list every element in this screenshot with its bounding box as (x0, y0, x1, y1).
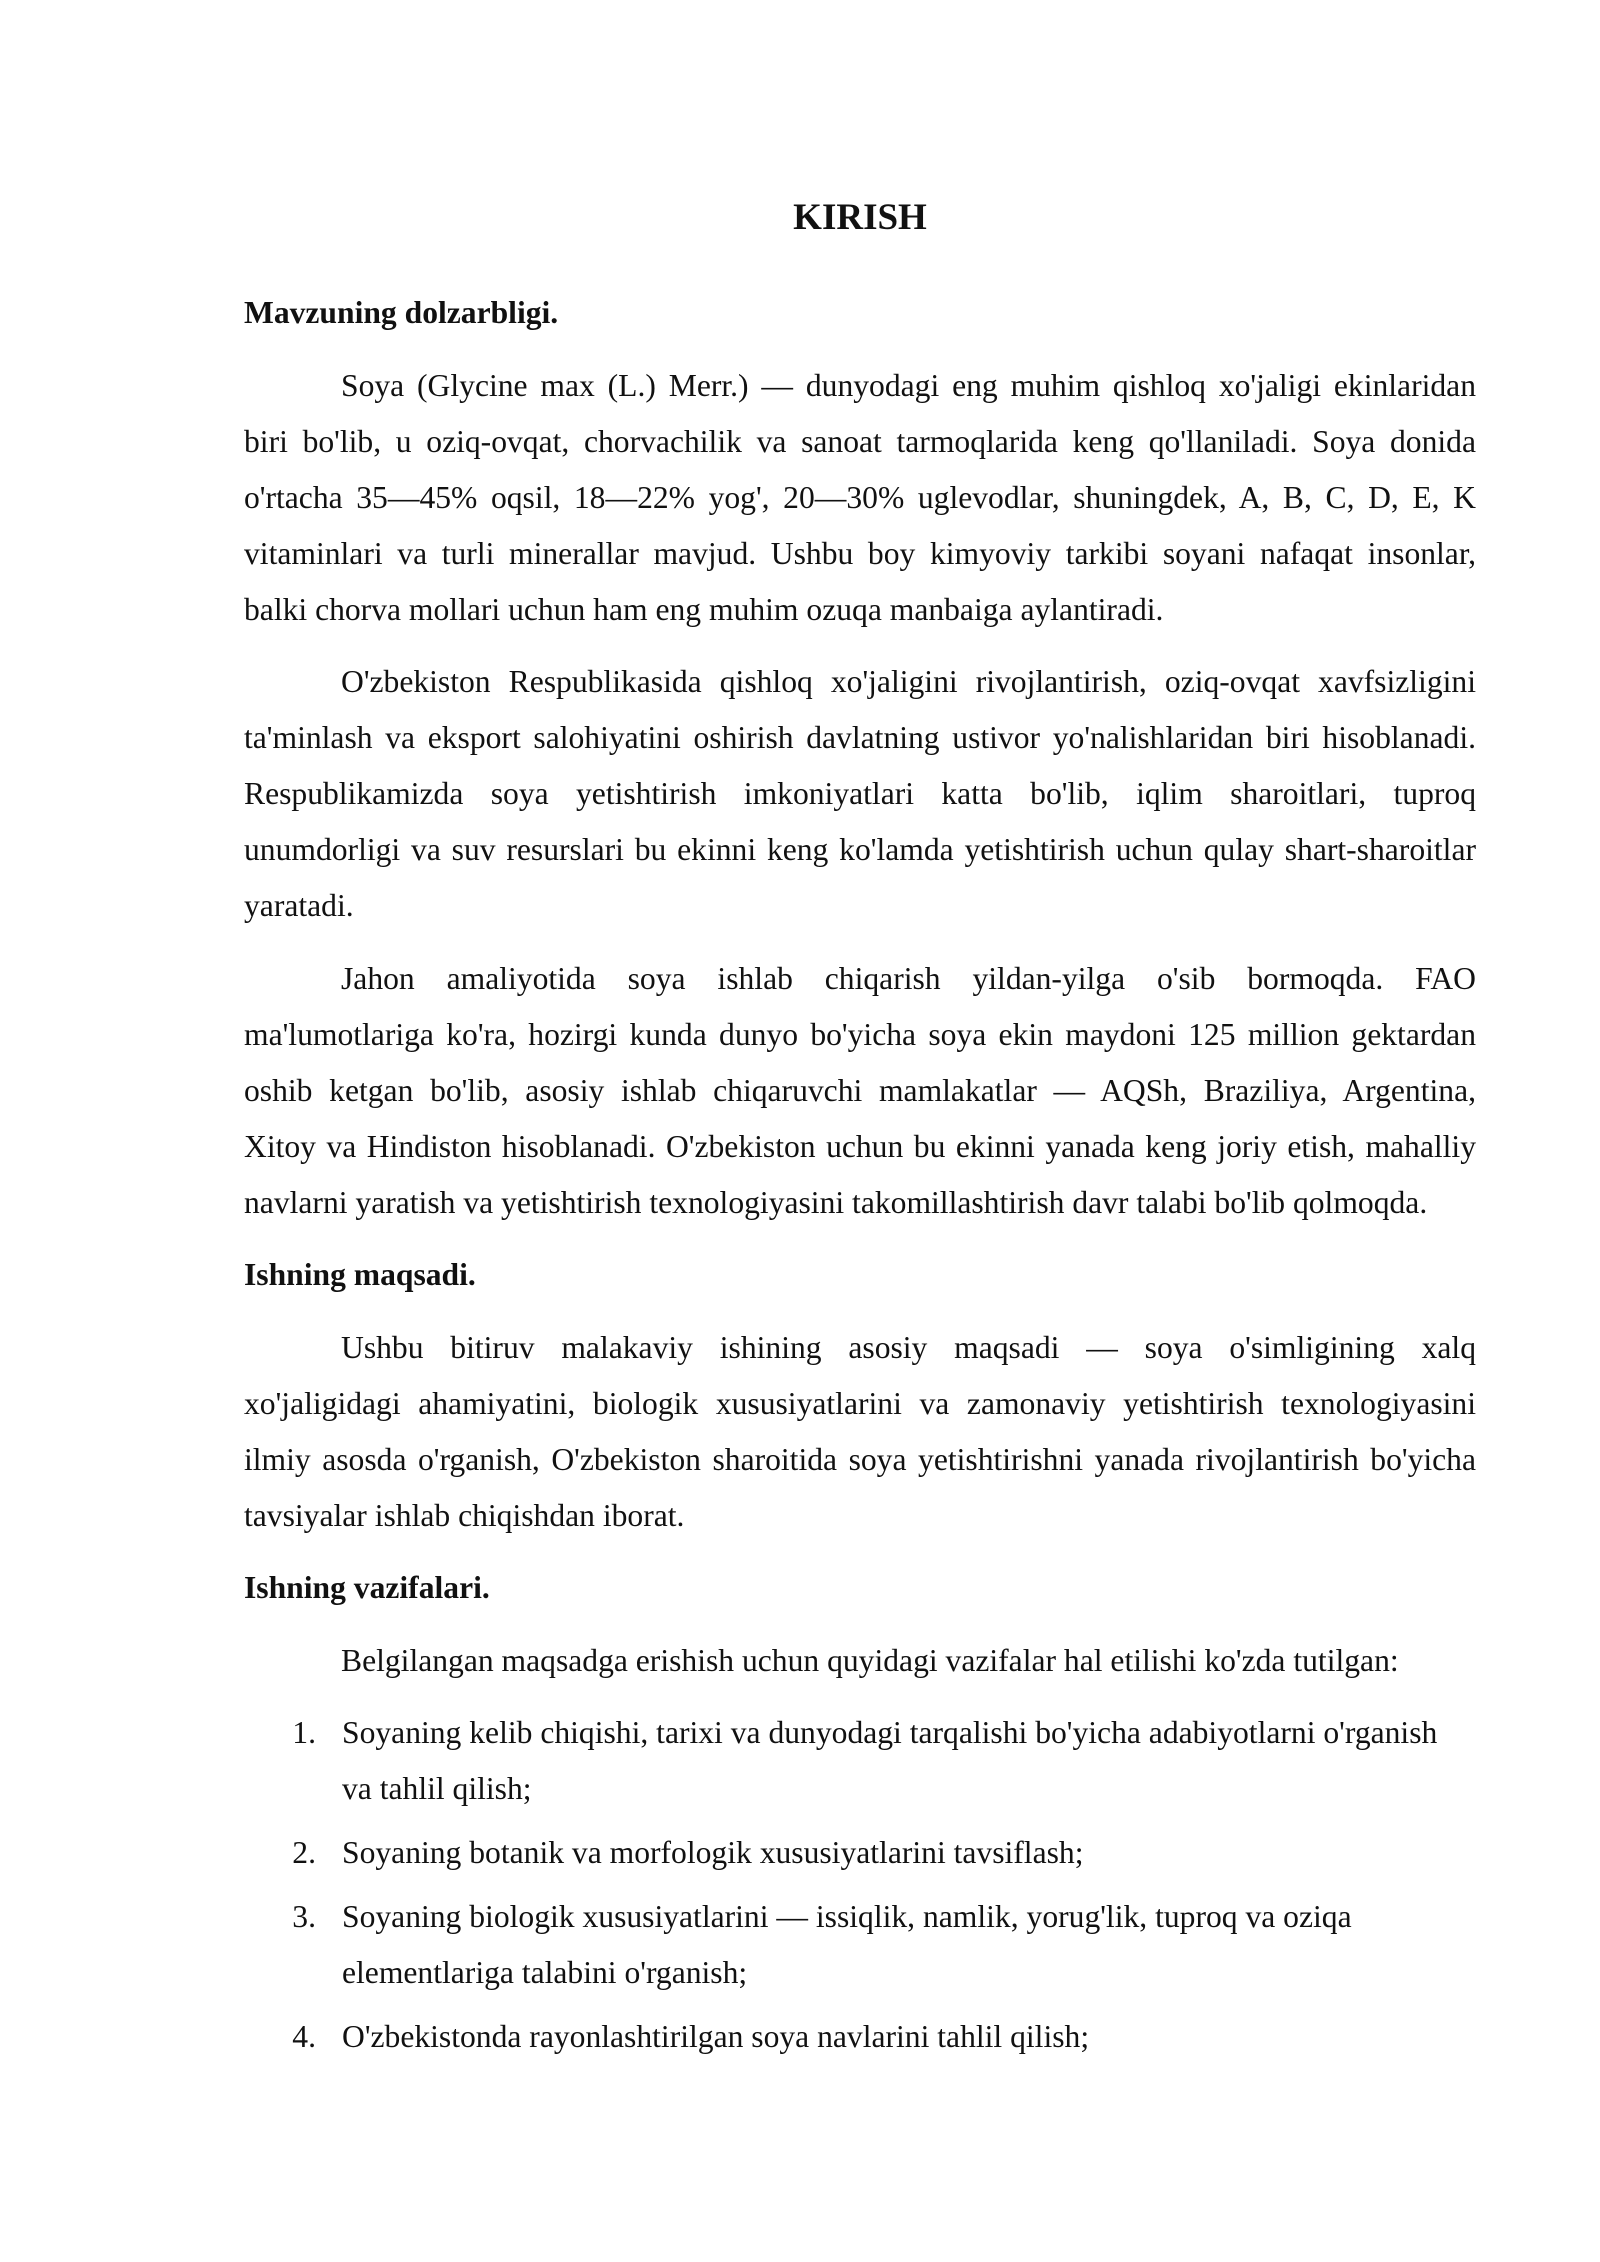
paragraph-line: o'rtacha 35—45% oqsil, 18—22% yog', 20—30% uglevodlar, shuningdek, A, B, C, D, E, K (244, 479, 1476, 515)
list-item-line: Soyaning kelib chiqishi, tarixi va dunyodagi tarqalishi bo'yicha adabiyotlarni o'rganish (342, 1715, 1438, 1750)
section-heading: Ishning vazifalari. (244, 1570, 490, 1605)
paragraph-line: yaratadi. (244, 888, 354, 923)
paragraph-line: oshib ketgan bo'lib, asosiy ishlab chiqaruvchi mamlakatlar — AQSh, Braziliya, Argentina, (244, 1072, 1476, 1108)
list-item-line: Soyaning botanik va morfologik xususiyatlarini tavsiflash; (342, 1835, 1084, 1870)
paragraph-line: Xitoy va Hindiston hisoblanadi. O'zbekiston uchun bu ekinni yanada keng joriy etish, mahalliy (244, 1128, 1476, 1164)
page-title: KIRISH (793, 197, 927, 238)
list-item (244, 1825, 1476, 1881)
list-item (244, 1705, 1476, 1817)
list-number: 1. (292, 1715, 316, 1750)
paragraph-line: balki chorva mollari uchun ham eng muhim ozuqa manbaiga aylantiradi. (244, 591, 1164, 627)
list-item-line: Soyaning biologik xususiyatlarini — issiqlik, namlik, yorug'lik, tuproq va oziqa (342, 1899, 1352, 1934)
paragraph-line: ta'minlash va eksport salohiyatini oshirish davlatning ustivor yo'nalishlaridan biri hisoblanadi. (244, 720, 1476, 755)
list-item-line: O'zbekistonda rayonlashtirilgan soya navlarini tahlil qilish; (342, 2019, 1090, 2054)
paragraph-line: Belgilangan maqsadga erishish uchun quyidagi vazifalar hal etilishi ko'zda tutilgan: (341, 1642, 1399, 1678)
paragraph-line: Respublikamizda soya yetishtirish imkoniyatlari katta bo'lib, iqlim sharoitlari, tuproq (244, 776, 1476, 811)
paragraph-line: O'zbekiston Respublikasida qishloq xo'jaligini rivojlantirish, oziq-ovqat xavfsizligini (341, 664, 1476, 699)
paragraph (244, 951, 1476, 1231)
paragraph (244, 358, 1476, 638)
paragraph-line: Jahon amaliyotida soya ishlab chiqarish yildan-yilga o'sib bormoqda. FAO (341, 960, 1476, 996)
section-heading: Ishning maqsadi. (244, 1257, 476, 1292)
paragraph-line: xo'jaligidagi ahamiyatini, biologik xususiyatlarini va zamonaviy yetishtirish texnologiyasini (244, 1385, 1476, 1421)
list-item-line: va tahlil qilish; (342, 1771, 532, 1806)
paragraph-line: navlarni yaratish va yetishtirish texnologiyasini takomillashtirish davr talabi bo'lib qolmoqda. (244, 1184, 1428, 1220)
paragraph-line: vitaminlari va turli minerallar mavjud. Ushbu boy kimyoviy tarkibi soyani nafaqat insonlar, (244, 535, 1476, 571)
paragraph (244, 1633, 1476, 1689)
paragraph-line: ilmiy asosda o'rganish, O'zbekiston sharoitida soya yetishtirishni yanada rivojlantirish bo'yicha (244, 1441, 1476, 1477)
list-number: 4. (292, 2019, 316, 2054)
list-item-line: elementlariga talabini o'rganish; (342, 1955, 748, 1990)
paragraph-line: Soya (Glycine max (L.) Merr.) — dunyodagi eng muhim qishloq xo'jaligi ekinlaridan (341, 367, 1476, 403)
paragraph-line: unumdorligi va suv resurslari bu ekinni keng ko'lamda yetishtirish uchun qulay shart-sharoitlar (244, 832, 1476, 867)
list-item (244, 1889, 1476, 2001)
list-item (244, 2009, 1476, 2065)
paragraph (244, 1320, 1476, 1544)
paragraph-line: tavsiyalar ishlab chiqishdan iborat. (244, 1497, 685, 1533)
paragraph-line: ma'lumotlariga ko'ra, hozirgi kunda dunyo bo'yicha soya ekin maydoni 125 million gektardan (244, 1016, 1476, 1052)
paragraph (244, 654, 1476, 934)
paragraph-line: Ushbu bitiruv malakaviy ishining asosiy maqsadi — soya o'simligining xalq (341, 1329, 1476, 1365)
numbered-list (244, 1705, 1476, 2065)
section-heading: Mavzuning dolzarbligi. (244, 295, 559, 330)
paragraph-line: biri bo'lib, u oziq-ovqat, chorvachilik va sanoat tarmoqlarida keng qo'llaniladi. Soya donida (244, 423, 1476, 459)
list-number: 3. (292, 1899, 316, 1934)
list-number: 2. (292, 1835, 316, 1870)
